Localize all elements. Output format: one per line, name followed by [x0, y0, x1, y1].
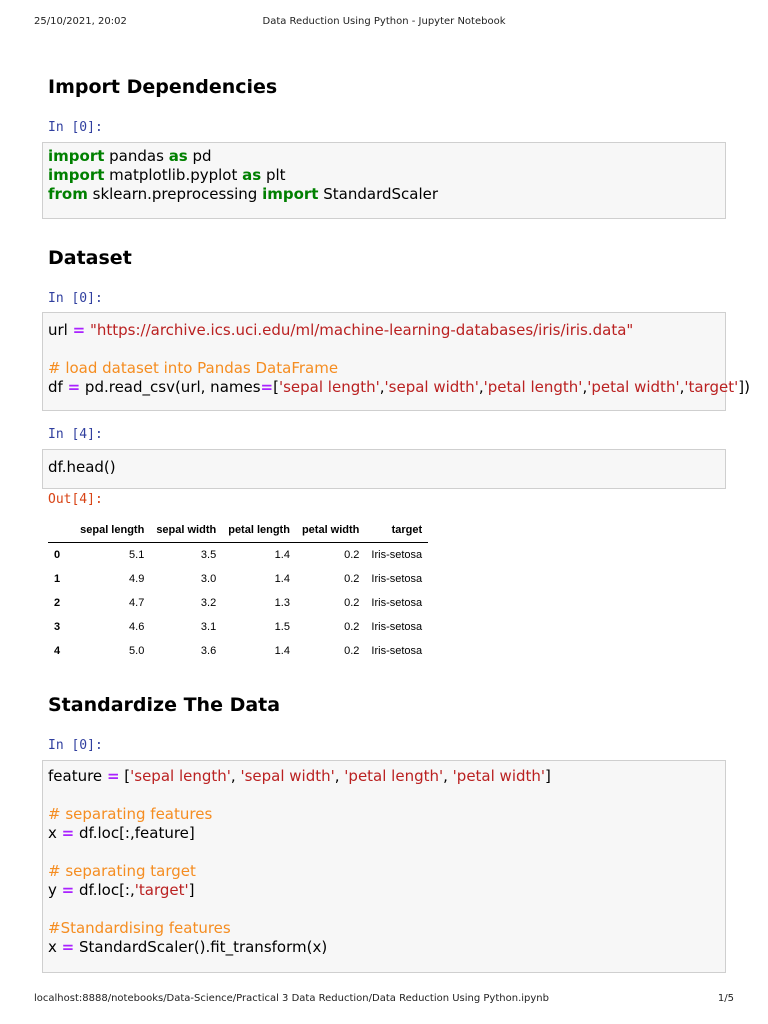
code-dataset: url = "https://archive.ics.uci.edu/ml/machine-learning-databases/iris/iris.data" # load dataset into Pandas DataFrame df = pd.read_csv(url, names=['sepal length','sepal width','petal length','petal width','target'])	[48, 321, 750, 396]
code-cell-standardize[interactable]	[42, 760, 726, 973]
code-imports: import pandas as pd import matplotlib.pyplot as plt from sklearn.preprocessing import StandardScaler	[48, 147, 439, 203]
in-prompt: In [0]:	[48, 120, 103, 135]
dataframe-table	[48, 518, 428, 663]
code-cell-imports[interactable]	[42, 142, 726, 219]
cell-sepal-width: 3.5	[200, 549, 217, 561]
table-row	[48, 567, 428, 591]
cell-target: Iris-setosa	[371, 621, 423, 633]
print-header	[34, 16, 734, 30]
heading-standardize-the-data: Standardize The Data	[48, 694, 281, 716]
in-prompt: In [0]:	[48, 291, 103, 306]
code-standardize: feature = ['sepal length', 'sepal width', 'petal length', 'petal width'] # separating features x = df.loc[:,feature] # separating target y = df.loc[:,'target'] #Standardising features x = StandardScaler().fit_transform(x)	[48, 767, 551, 956]
cell-sepal-length: 5.1	[129, 549, 145, 561]
cell-petal-width: 0.2	[344, 549, 360, 561]
code-head: df.head()	[48, 458, 116, 476]
table-row	[48, 639, 428, 663]
cell-petal-length: 1.4	[274, 645, 290, 657]
code-cell-head[interactable]	[42, 449, 726, 489]
table-header-index	[48, 518, 74, 543]
print-timestamp: 25/10/2021, 20:02	[34, 16, 127, 27]
table-header-petal-length: petal length	[222, 518, 296, 543]
row-index: 4	[54, 645, 61, 657]
row-index: 2	[54, 597, 61, 609]
code-cell-dataset[interactable]	[42, 312, 750, 411]
print-url: localhost:8888/notebooks/Data-Science/Practical 3 Data Reduction/Data Reduction Using Python.ipynb	[34, 993, 549, 1004]
cell-petal-width: 0.2	[344, 597, 360, 609]
cell-petal-width: 0.2	[344, 573, 360, 585]
heading-import-dependencies: Import Dependencies	[48, 76, 278, 98]
cell-sepal-length: 5.0	[129, 645, 145, 657]
table-row	[48, 615, 428, 639]
table-header-target: target	[365, 518, 428, 543]
cell-petal-length: 1.5	[274, 621, 290, 633]
print-title: Data Reduction Using Python - Jupyter Notebook	[262, 16, 506, 27]
cell-sepal-width: 3.6	[200, 645, 217, 657]
cell-sepal-width: 3.0	[200, 573, 217, 585]
cell-petal-length: 1.4	[274, 573, 290, 585]
cell-petal-length: 1.3	[274, 597, 290, 609]
heading-dataset: Dataset	[48, 247, 132, 269]
table-row	[48, 591, 428, 615]
row-index: 3	[54, 621, 61, 633]
cell-sepal-width: 3.2	[200, 597, 217, 609]
in-prompt: In [0]:	[48, 738, 103, 753]
table-header-row	[48, 518, 428, 543]
cell-target: Iris-setosa	[371, 549, 423, 561]
row-index: 1	[54, 573, 61, 585]
cell-petal-width: 0.2	[344, 621, 360, 633]
cell-sepal-length: 4.9	[129, 573, 145, 585]
cell-target: Iris-setosa	[371, 597, 423, 609]
table-row	[48, 543, 428, 568]
print-footer	[34, 993, 734, 1007]
cell-petal-width: 0.2	[344, 645, 360, 657]
cell-sepal-width: 3.1	[200, 621, 217, 633]
cell-petal-length: 1.4	[274, 549, 290, 561]
table-header-sepal-length: sepal length	[74, 518, 150, 543]
cell-sepal-length: 4.6	[129, 621, 145, 633]
table-header-sepal-width: sepal width	[150, 518, 222, 543]
cell-target: Iris-setosa	[371, 645, 423, 657]
cell-sepal-length: 4.7	[129, 597, 145, 609]
table-header-petal-width: petal width	[296, 518, 365, 543]
row-index: 0	[54, 549, 61, 561]
cell-target: Iris-setosa	[371, 573, 423, 585]
in-prompt: In [4]:	[48, 427, 103, 442]
out-prompt: Out[4]:	[48, 492, 103, 507]
page-number: 1/5	[717, 993, 734, 1004]
